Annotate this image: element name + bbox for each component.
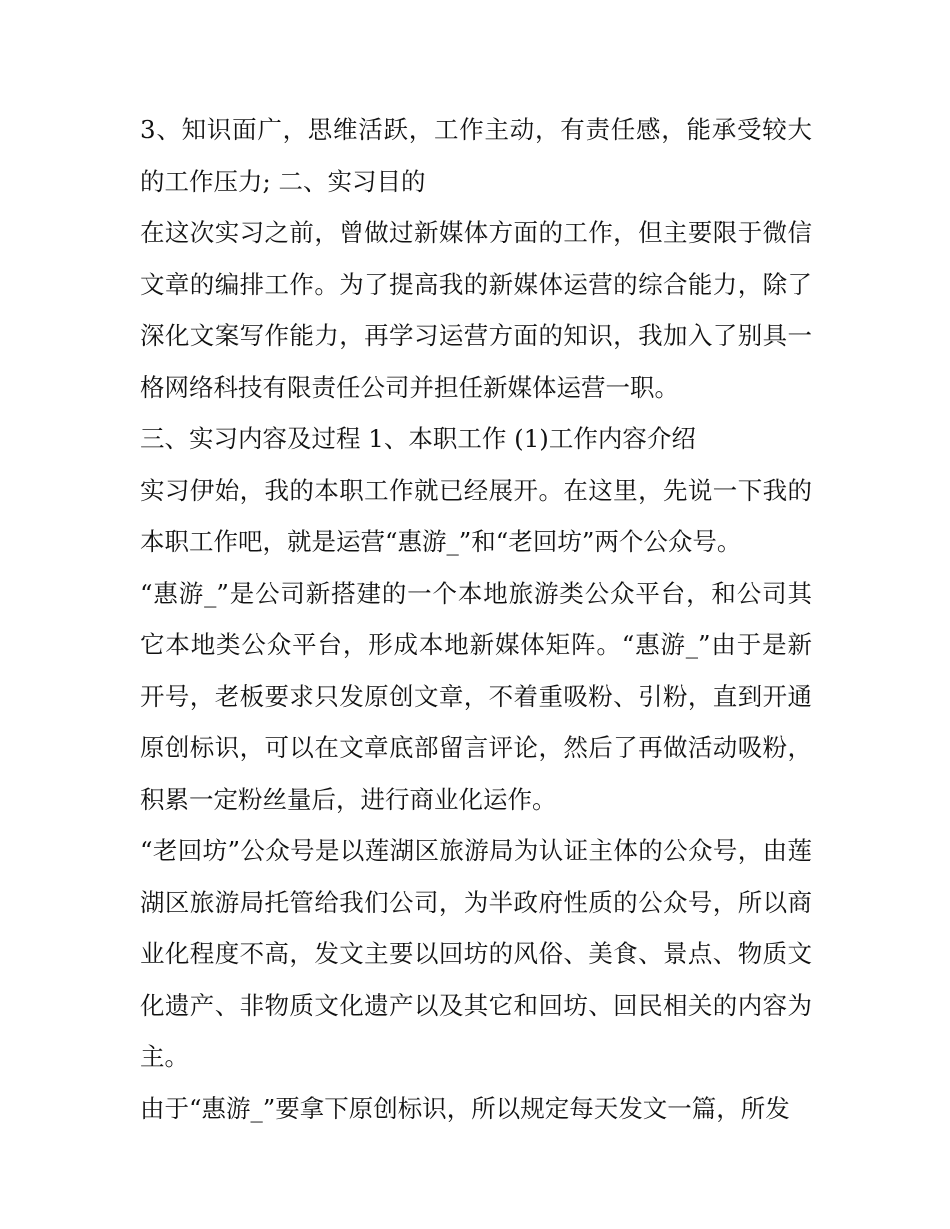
document-body [140,104,812,1134]
section-heading-internship-content: 三、实习内容及过程 1、本职工作 (1)工作内容介绍 [140,424,696,453]
paragraph-laohuifang-account: “老回坊”公众号是以莲湖区旅游局为认证主体的公众号，由莲湖区旅游局托管给我们公司，为半政府性质的公众号，所以商业化程度不高，发文主要以回坊的风俗、美食、景点、物质文化遗产、非物质文化遗产以及其它和回坊、回民相关的内容为主。 [140,836,812,1071]
paragraph-internship-purpose: 在这次实习之前，曾做过新媒体方面的工作，但主要限于微信文章的编排工作。为了提高我的新媒体运营的综合能力，除了深化文案写作能力，再学习运营方面的知识，我加入了别具一格网络科技有限责任公司并担任新媒体运营一职。 [140,218,812,402]
paragraph-job-overview: 实习伊始，我的本职工作就已经展开。在这里，先说一下我的本职工作吧，就是运营“惠游_”和“老回坊”两个公众号。 [140,475,812,556]
paragraph-huiyou-account: “惠游_”是公司新搭建的一个本地旅游类公众平台，和公司其它本地类公众平台，形成本地新媒体矩阵。“惠游_”由于是新开号，老板要求只发原创文章，不着重吸粉、引粉，直到开通原创标识，可以在文章底部留言评论，然后了再做活动吸粉，积累一定粉丝量后，进行商业化运作。 [140,578,812,814]
paragraph-skills: 3、知识面广，思维活跃，工作主动，有责任感，能承受较大的工作压力; 二、实习目的 [140,115,812,196]
paragraph-posting-rules: 由于“惠游_”要拿下原创标识，所以规定每天发文一篇，所发 [140,1093,790,1123]
